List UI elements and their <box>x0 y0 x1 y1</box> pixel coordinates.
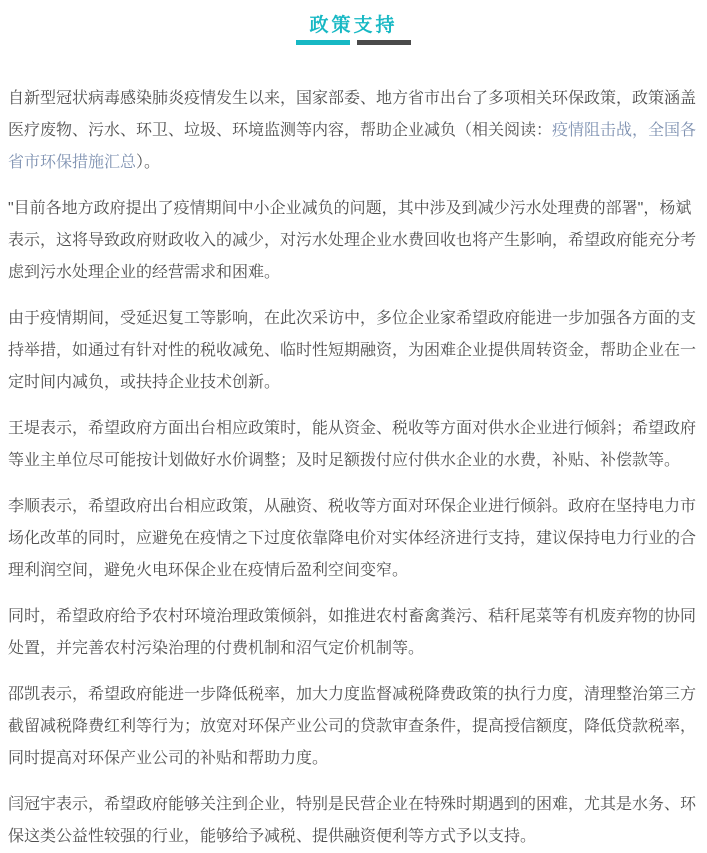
title-underline-teal-bar <box>296 40 350 45</box>
article-paragraph: 邵凯表示，希望政府能进一步降低税率，加大力度监督减税降费政策的执行力度，清理整治第三方截留减税降费红利等行为；放宽对环保产业公司的贷款审查条件，提高授信额度，降低贷款税率，同时提高对环保产业公司的补贴和帮助力度。 <box>8 686 697 767</box>
title-underline-dark-bar <box>357 40 411 45</box>
title-underline <box>0 40 707 45</box>
section-header <box>0 0 707 45</box>
article-paragraph: "目前各地方政府提出了疫情期间中小企业减负的问题，其中涉及到减少污水处理费的部署"，杨斌表示，这将导致政府财政收入的减少，对污水处理企业水费回收也将产生影响，希望政府能充分考虑到污水处理企业的经营需求和困难。 <box>8 200 697 281</box>
intro-text-before-link: 自新型冠状病毒感染肺炎疫情发生以来，国家部委、地方省市出台了多项相关环保政策，政策涵盖医疗废物、污水、环卫、垃圾、环境监测等内容，帮助企业减负（相关阅读： <box>8 90 697 139</box>
article-paragraph: 由于疫情期间，受延迟复工等影响，在此次采访中，多位企业家希望政府能进一步加强各方面的支持举措，如通过有针对性的税收减免、临时性短期融资，为困难企业提供周转资金，帮助企业在一定时间内减负，或扶持企业技术创新。 <box>8 310 697 391</box>
article-paragraph: 王堤表示，希望政府方面出台相应政策时，能从资金、税收等方面对供水企业进行倾斜；希望政府等业主单位尽可能按计划做好水价调整；及时足额拨付应付供水企业的水费，补贴、补偿款等。 <box>8 420 697 469</box>
intro-text-after-link: ）。 <box>136 154 161 171</box>
page-title: 政策支持 <box>309 15 398 36</box>
article-paragraph: 李顺表示，希望政府出台相应政策，从融资、税收等方面对环保企业进行倾斜。政府在坚持电力市场化改革的同时，应避免在疫情之下过度依靠降电价对实体经济进行支持，建议保持电力行业的合理利润空间，避免火电环保企业在疫情后盈利空间变窄。 <box>8 498 697 579</box>
article-paragraph: 同时，希望政府给予农村环境治理政策倾斜，如推进农村畜禽粪污、秸秆尾菜等有机废弃物的协同处置，并完善农村污染治理的付费机制和沼气定价机制等。 <box>8 608 697 657</box>
article-paragraph-intro <box>8 83 699 179</box>
article-paragraph: 闫冠宇表示，希望政府能够关注到企业，特别是民营企业在特殊时期遇到的困难，尤其是水务、环保这类公益性较强的行业，能够给予减税、提供融资便利等方式予以支持。 <box>8 796 697 845</box>
related-reading-link[interactable]: 疫情阻击战，全国各省市环保措施汇总 <box>8 122 697 171</box>
article-body <box>0 83 707 853</box>
